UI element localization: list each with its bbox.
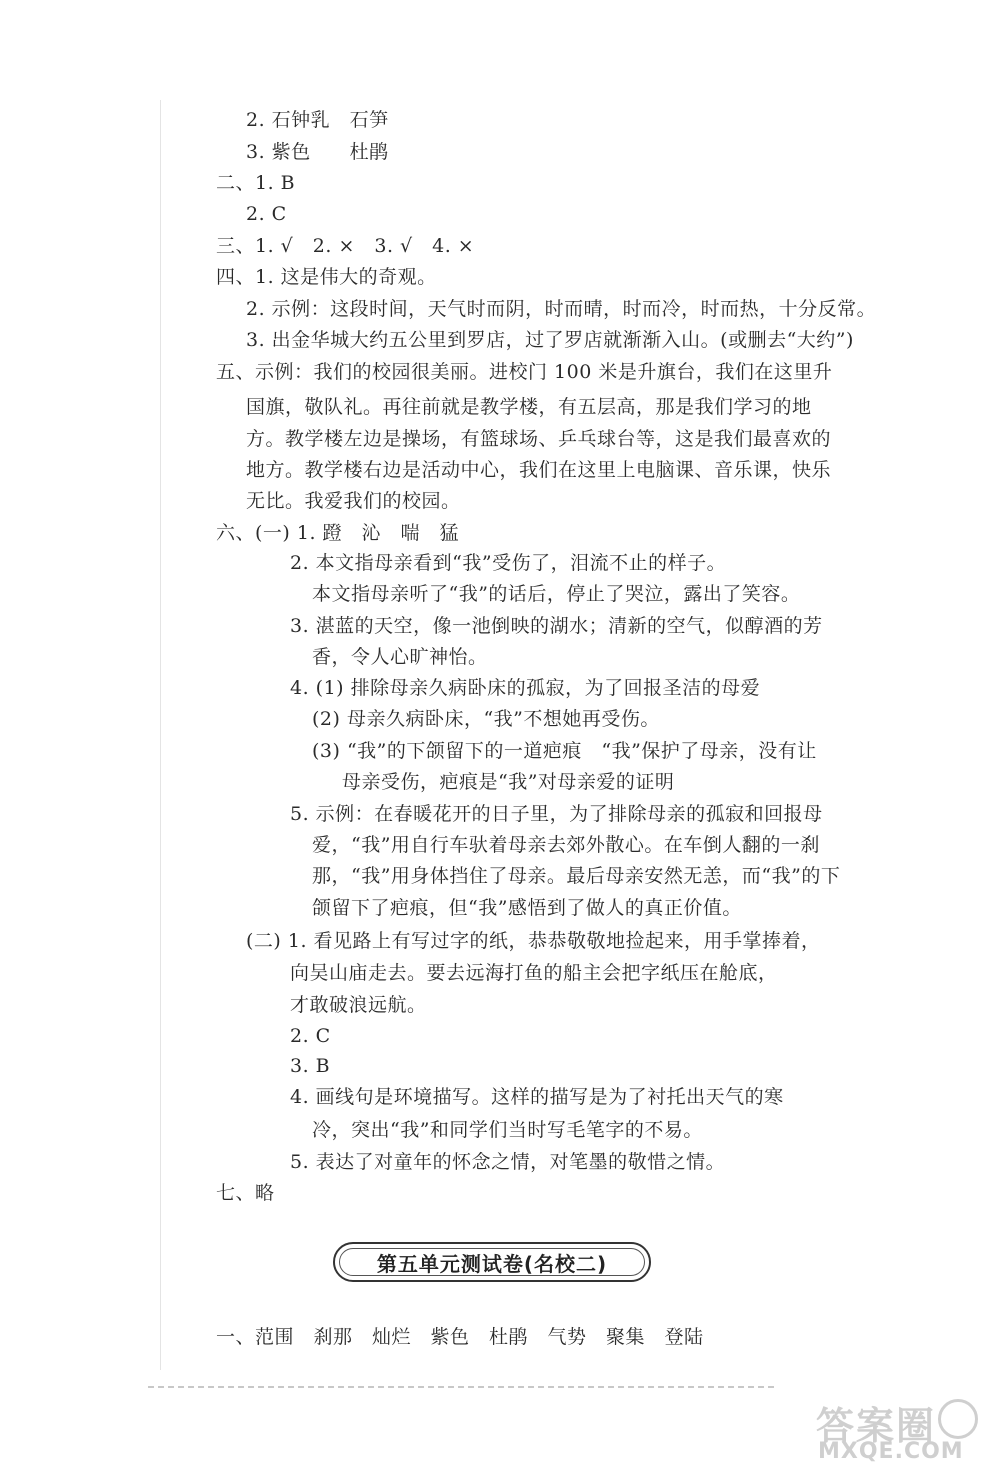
section-title: 第五单元测试卷(名校二) — [376, 1252, 608, 1276]
answer-line: 方。教学楼左边是操场，有篮球场、乒乓球台等，这是我们最喜欢的 — [246, 428, 832, 450]
watermark — [816, 1395, 986, 1467]
answer-line: (二) 1. 看见路上有写过字的纸，恭恭敬敬地捡起来，用手掌捧着， — [246, 930, 821, 952]
answer-line: 四、1. 这是伟大的奇观。 — [216, 266, 437, 288]
answer-line: 向吴山庙走去。要去远海打鱼的船主会把字纸压在舱底， — [290, 962, 778, 984]
answer-line: 七、略 — [216, 1182, 275, 1204]
answer-line: 那，“我”用身体挡住了母亲。最后母亲安然无恙，而“我”的下 — [312, 865, 841, 887]
answer-line: (3) “我”的下颌留下的一道疤痕 “我”保护了母亲，没有让 — [312, 740, 817, 762]
answer-line: 冷，突出“我”和同学们当时写毛笔字的不易。 — [312, 1119, 703, 1141]
answer-line: (2) 母亲久病卧床，“我”不想她再受伤。 — [312, 708, 660, 730]
answer-line: 2. 本文指母亲看到“我”受伤了，泪流不止的样子。 — [290, 552, 727, 574]
answer-line: 4. (1) 排除母亲久病卧床的孤寂，为了回报圣洁的母爱 — [290, 677, 761, 699]
answer-line: 3. 湛蓝的天空，像一池倒映的湖水；清新的空气，似醇酒的芳 — [290, 615, 823, 637]
answer-line: 5. 表达了对童年的怀念之情，对笔墨的敬惜之情。 — [290, 1151, 726, 1173]
answer-line: 2. C — [290, 1025, 331, 1047]
answer-line: 2. 石钟乳 石笋 — [246, 109, 389, 131]
bottom-divider — [148, 1386, 774, 1388]
watermark-site-text: MXQE.COM — [818, 1439, 964, 1464]
answer-line: 二、1. B — [216, 172, 296, 194]
answer-line: 三、1. √ 2. × 3. √ 4. × — [216, 235, 475, 257]
watermark-logo-text: 答案圈 — [816, 1404, 937, 1448]
answer-line: 香，令人心旷神怡。 — [312, 646, 488, 668]
answer-line: 无比。我爱我们的校园。 — [246, 490, 461, 512]
answer-line: 本文指母亲听了“我”的话后，停止了哭泣，露出了笑容。 — [312, 583, 801, 605]
answer-line: 六、(一) 1. 蹬 沁 喘 猛 — [216, 522, 460, 544]
answer-line: 母亲受伤，疤痕是“我”对母亲爱的证明 — [342, 771, 675, 793]
answer-line: 颌留下了疤痕，但“我”感悟到了做人的真正价值。 — [312, 897, 742, 919]
answer-line: 5. 示例：在春暖花开的日子里，为了排除母亲的孤寂和回报母 — [290, 803, 823, 825]
watermark-circle-icon — [938, 1399, 978, 1439]
answer-line: 国旗，敬队礼。再往前就是教学楼，有五层高，那是我们学习的地 — [246, 396, 812, 418]
answer-line: 五、示例：我们的校园很美丽。进校门 100 米是升旗台，我们在这里升 — [216, 361, 833, 383]
answer-line: 2. C — [246, 203, 287, 225]
answer-line: 一、范围 刹那 灿烂 紫色 杜鹃 气势 聚集 登陆 — [216, 1326, 704, 1348]
answer-line: 才敢破浪远航。 — [290, 994, 427, 1016]
section-title-box — [333, 1242, 651, 1282]
answer-line: 4. 画线句是环境描写。这样的描写是为了衬托出天气的寒 — [290, 1086, 784, 1108]
answer-line: 3. 出金华城大约五公里到罗店，过了罗店就渐渐入山。(或删去“大约”) — [246, 329, 854, 351]
page-fold-line — [160, 100, 161, 1370]
answer-line: 地方。教学楼右边是活动中心，我们在这里上电脑课、音乐课，快乐 — [246, 459, 832, 481]
answer-line: 2. 示例：这段时间，天气时而阴，时而晴，时而冷，时而热，十分反常。 — [246, 298, 877, 320]
answer-line: 爱，“我”用自行车驮着母亲去郊外散心。在车倒人翻的一刹 — [312, 834, 820, 856]
answer-line: 3. 紫色 杜鹃 — [246, 141, 389, 163]
answer-line: 3. B — [290, 1055, 331, 1077]
